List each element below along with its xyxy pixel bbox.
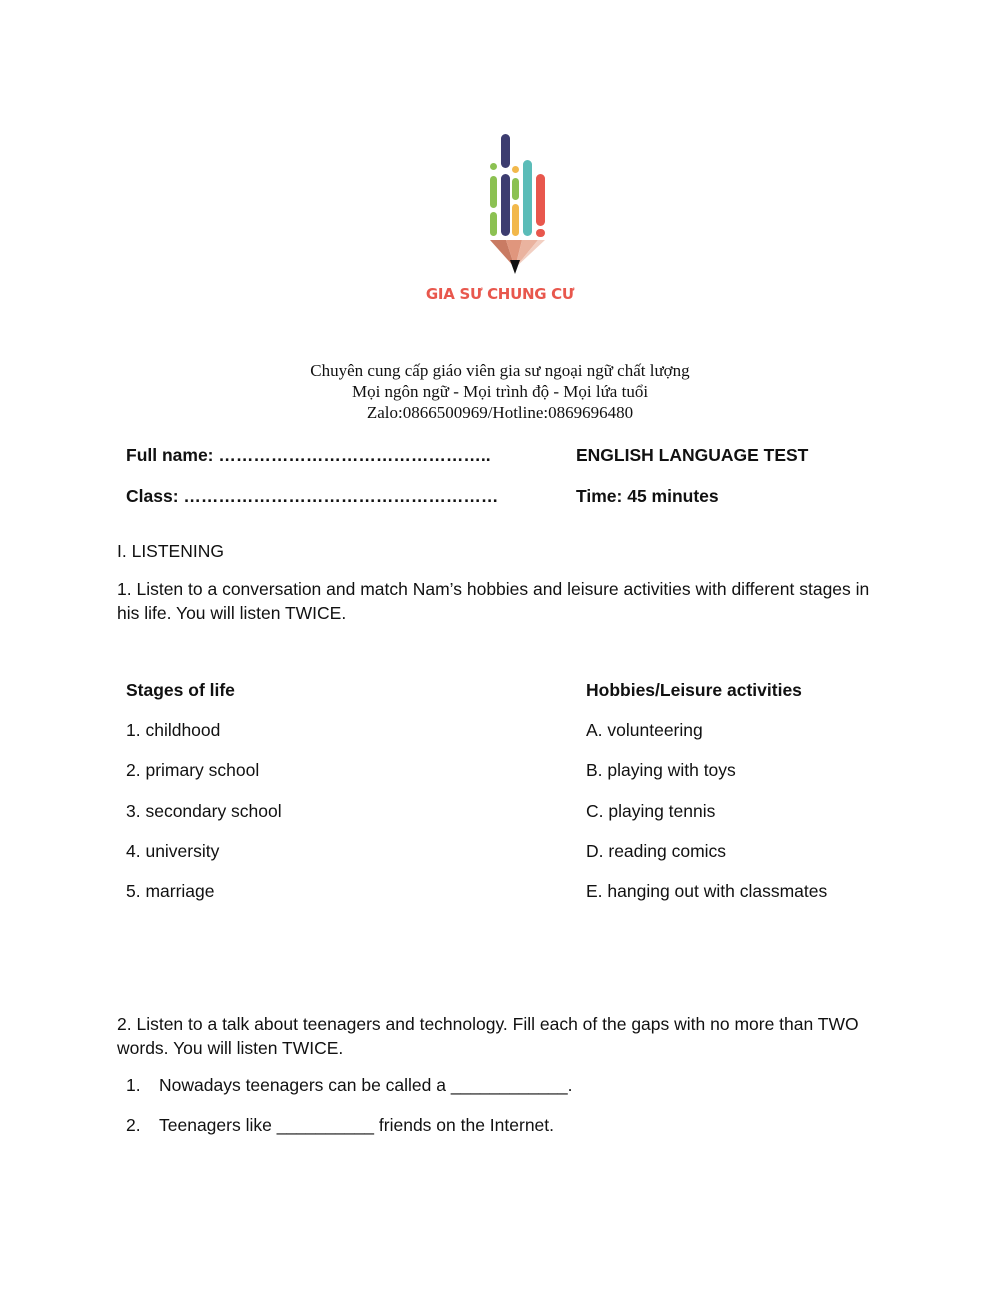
task1-instruction: 1. Listen to a conversation and match Nam’s hobbies and leisure activities with different stages in his life. You will listen TWICE. [117,579,870,623]
stage-item: 4. university [126,841,220,861]
activity-item: E. hanging out with classmates [586,881,828,901]
stage-item: 2. primary school [126,760,260,780]
gap-item-number: 1. [126,1075,141,1095]
gap-item-text: Teenagers like __________ friends on the Internet. [159,1115,555,1135]
tagline-line-2: Mọi ngôn ngữ - Mọi trình độ - Mọi lứa tuổi [351,382,649,401]
activity-item: B. playing with toys [586,760,736,780]
tagline [0,360,1000,423]
brand-name: GIA SƯ CHUNG CƯ [425,285,575,303]
tagline-line-3: Zalo:0866500969/Hotline:0869696480 [366,403,634,422]
stage-item: 5. marriage [126,881,215,901]
stage-item: 3. secondary school [126,801,282,821]
activity-item: C. playing tennis [586,801,716,821]
stages-header: Stages of life [126,680,235,700]
tagline-line-1: Chuyên cung cấp giáo viên gia sư ngoại ngữ chất lượng [310,361,690,380]
gap-item-text: Nowadays teenagers can be called a ____________. [159,1075,573,1095]
stage-item: 1. childhood [126,720,221,740]
test-title: ENGLISH LANGUAGE TEST [576,445,809,465]
pencil-logo-icon [440,128,600,308]
class-field: Class: ……………………………………………… [126,486,499,506]
task2-instruction: 2. Listen to a talk about teenagers and technology. Fill each of the gaps with no more than TWO words. You will listen TWICE. [117,1014,859,1058]
activities-header: Hobbies/Leisure activities [586,680,802,700]
activity-item: A. volunteering [586,720,703,740]
full-name-field: Full name: ……………………………………….. [126,445,491,465]
activity-item: D. reading comics [586,841,727,861]
section-heading-listening: I. LISTENING [117,541,224,561]
gap-item-number: 2. [126,1115,141,1135]
test-time: Time: 45 minutes [576,486,719,506]
